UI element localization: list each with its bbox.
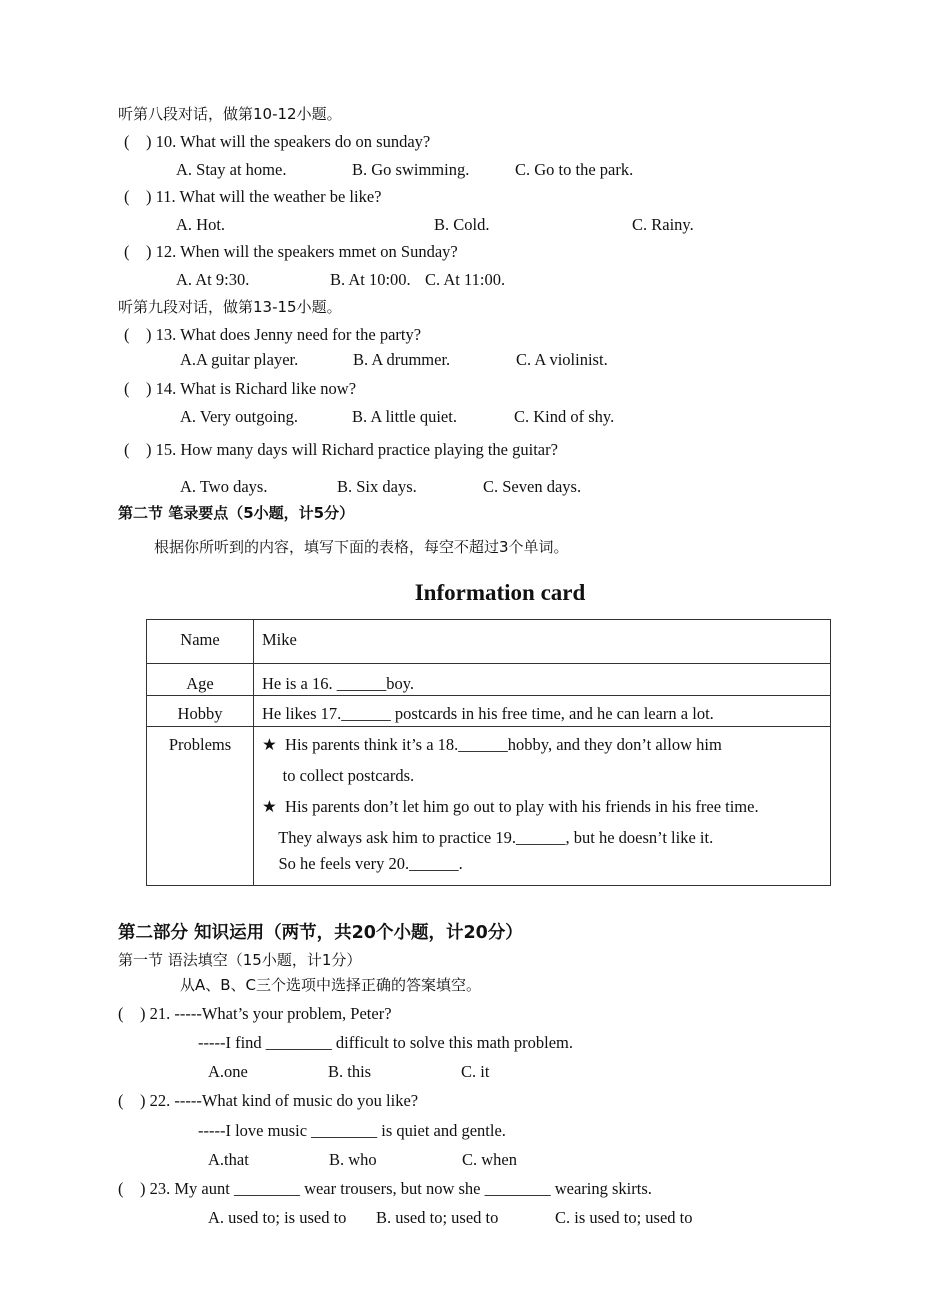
question-15: ( ) 15. How many days will Richard practice playing the guitar? (124, 440, 558, 459)
question-14: ( ) 14. What is Richard like now? (124, 379, 357, 398)
row-value-name: Mike (262, 630, 297, 649)
q11-option-b: B. Cold. (434, 215, 490, 234)
q23-option-b: B. used to; used to (376, 1208, 499, 1227)
q12-option-b: B. At 10:00. (330, 270, 411, 289)
q15-option-b: B. Six days. (337, 477, 417, 496)
question-12: ( ) 12. When will the speakers mmet on Sunday? (124, 242, 458, 261)
part2-section1-heading: 第一节 语法填空（15小题，计1分） (118, 951, 362, 969)
row-key-problems: Problems (168, 735, 232, 754)
q11-option-a: A. Hot. (176, 215, 226, 234)
question-23: ( ) 23. My aunt ________ wear trousers, but now she ________ wearing skirts. (118, 1179, 652, 1198)
information-card-table (146, 619, 831, 886)
information-card-title: Information card (414, 580, 586, 605)
q22-option-b: B. who (329, 1150, 377, 1169)
part2-heading: 第二部分 知识运用（两节，共20个小题，计20分） (118, 923, 523, 943)
table-row (147, 620, 831, 664)
table-row (147, 727, 831, 886)
q12-option-c: C. At 11:00. (425, 270, 506, 289)
question-21: ( ) 21. -----What’s your problem, Peter? (118, 1004, 392, 1023)
row-key-hobby: Hobby (177, 704, 223, 723)
problem-line-5: So he feels very 20.______. (262, 854, 463, 873)
q10-option-b: B. Go swimming. (352, 160, 470, 179)
question-10: ( ) 10. What will the speakers do on sunday? (124, 132, 431, 151)
q13-option-a: A.A guitar player. (180, 350, 299, 369)
q22-option-c: C. when (462, 1150, 517, 1169)
q14-option-c: C. Kind of shy. (514, 407, 615, 426)
q23-option-c: C. is used to; used to (555, 1208, 693, 1227)
table-row (147, 696, 831, 727)
q13-option-b: B. A drummer. (353, 350, 451, 369)
q14-option-b: B. A little quiet. (352, 407, 457, 426)
problem-line-3: ★ His parents don’t let him go out to play with his friends in his free time. (262, 797, 759, 816)
notes-instruction: 根据你所听到的内容，填写下面的表格，每空不超过3个单词。 (154, 538, 569, 556)
row-value-age: He is a 16. ______boy. (262, 674, 414, 693)
section8-heading: 听第八段对话，做第10-12小题。 (118, 105, 342, 123)
part2-instruction: 从A、B、C三个选项中选择正确的答案填空。 (180, 976, 482, 994)
q14-option-a: A. Very outgoing. (180, 407, 298, 426)
question-13: ( ) 13. What does Jenny need for the party? (124, 325, 422, 344)
q15-option-c: C. Seven days. (483, 477, 582, 496)
q22-line2: -----I love music ________ is quiet and gentle. (198, 1121, 506, 1140)
problem-line-1: ★ His parents think it’s a 18.______hobby, and they don’t allow him (262, 735, 722, 754)
q15-option-a: A. Two days. (180, 477, 268, 496)
question-11: ( ) 11. What will the weather be like? (124, 187, 382, 206)
row-value-hobby: He likes 17.______ postcards in his free time, and he can learn a lot. (262, 704, 714, 723)
row-key-name: Name (180, 630, 220, 649)
q10-option-a: A. Stay at home. (176, 160, 287, 179)
problem-line-4: They always ask him to practice 19.______, but he doesn’t like it. (262, 828, 714, 847)
q11-option-c: C. Rainy. (632, 215, 694, 234)
problem-line-2: to collect postcards. (262, 766, 415, 785)
q12-option-a: A. At 9:30. (176, 270, 250, 289)
q21-option-c: C. it (461, 1062, 490, 1081)
table-row (147, 664, 831, 696)
q13-option-c: C. A violinist. (516, 350, 608, 369)
section9-heading: 听第九段对话，做第13-15小题。 (118, 298, 342, 316)
q21-line2: -----I find ________ difficult to solve this math problem. (198, 1033, 574, 1052)
row-key-age: Age (186, 674, 214, 693)
q23-option-a: A. used to; is used to (208, 1208, 347, 1227)
q21-option-a: A.one (208, 1062, 248, 1081)
q21-option-b: B. this (328, 1062, 372, 1081)
notes-heading: 第二节 笔录要点（5小题，计5分） (118, 504, 355, 522)
q10-option-c: C. Go to the park. (515, 160, 634, 179)
q22-option-a: A.that (208, 1150, 249, 1169)
question-22: ( ) 22. -----What kind of music do you like? (118, 1091, 419, 1110)
